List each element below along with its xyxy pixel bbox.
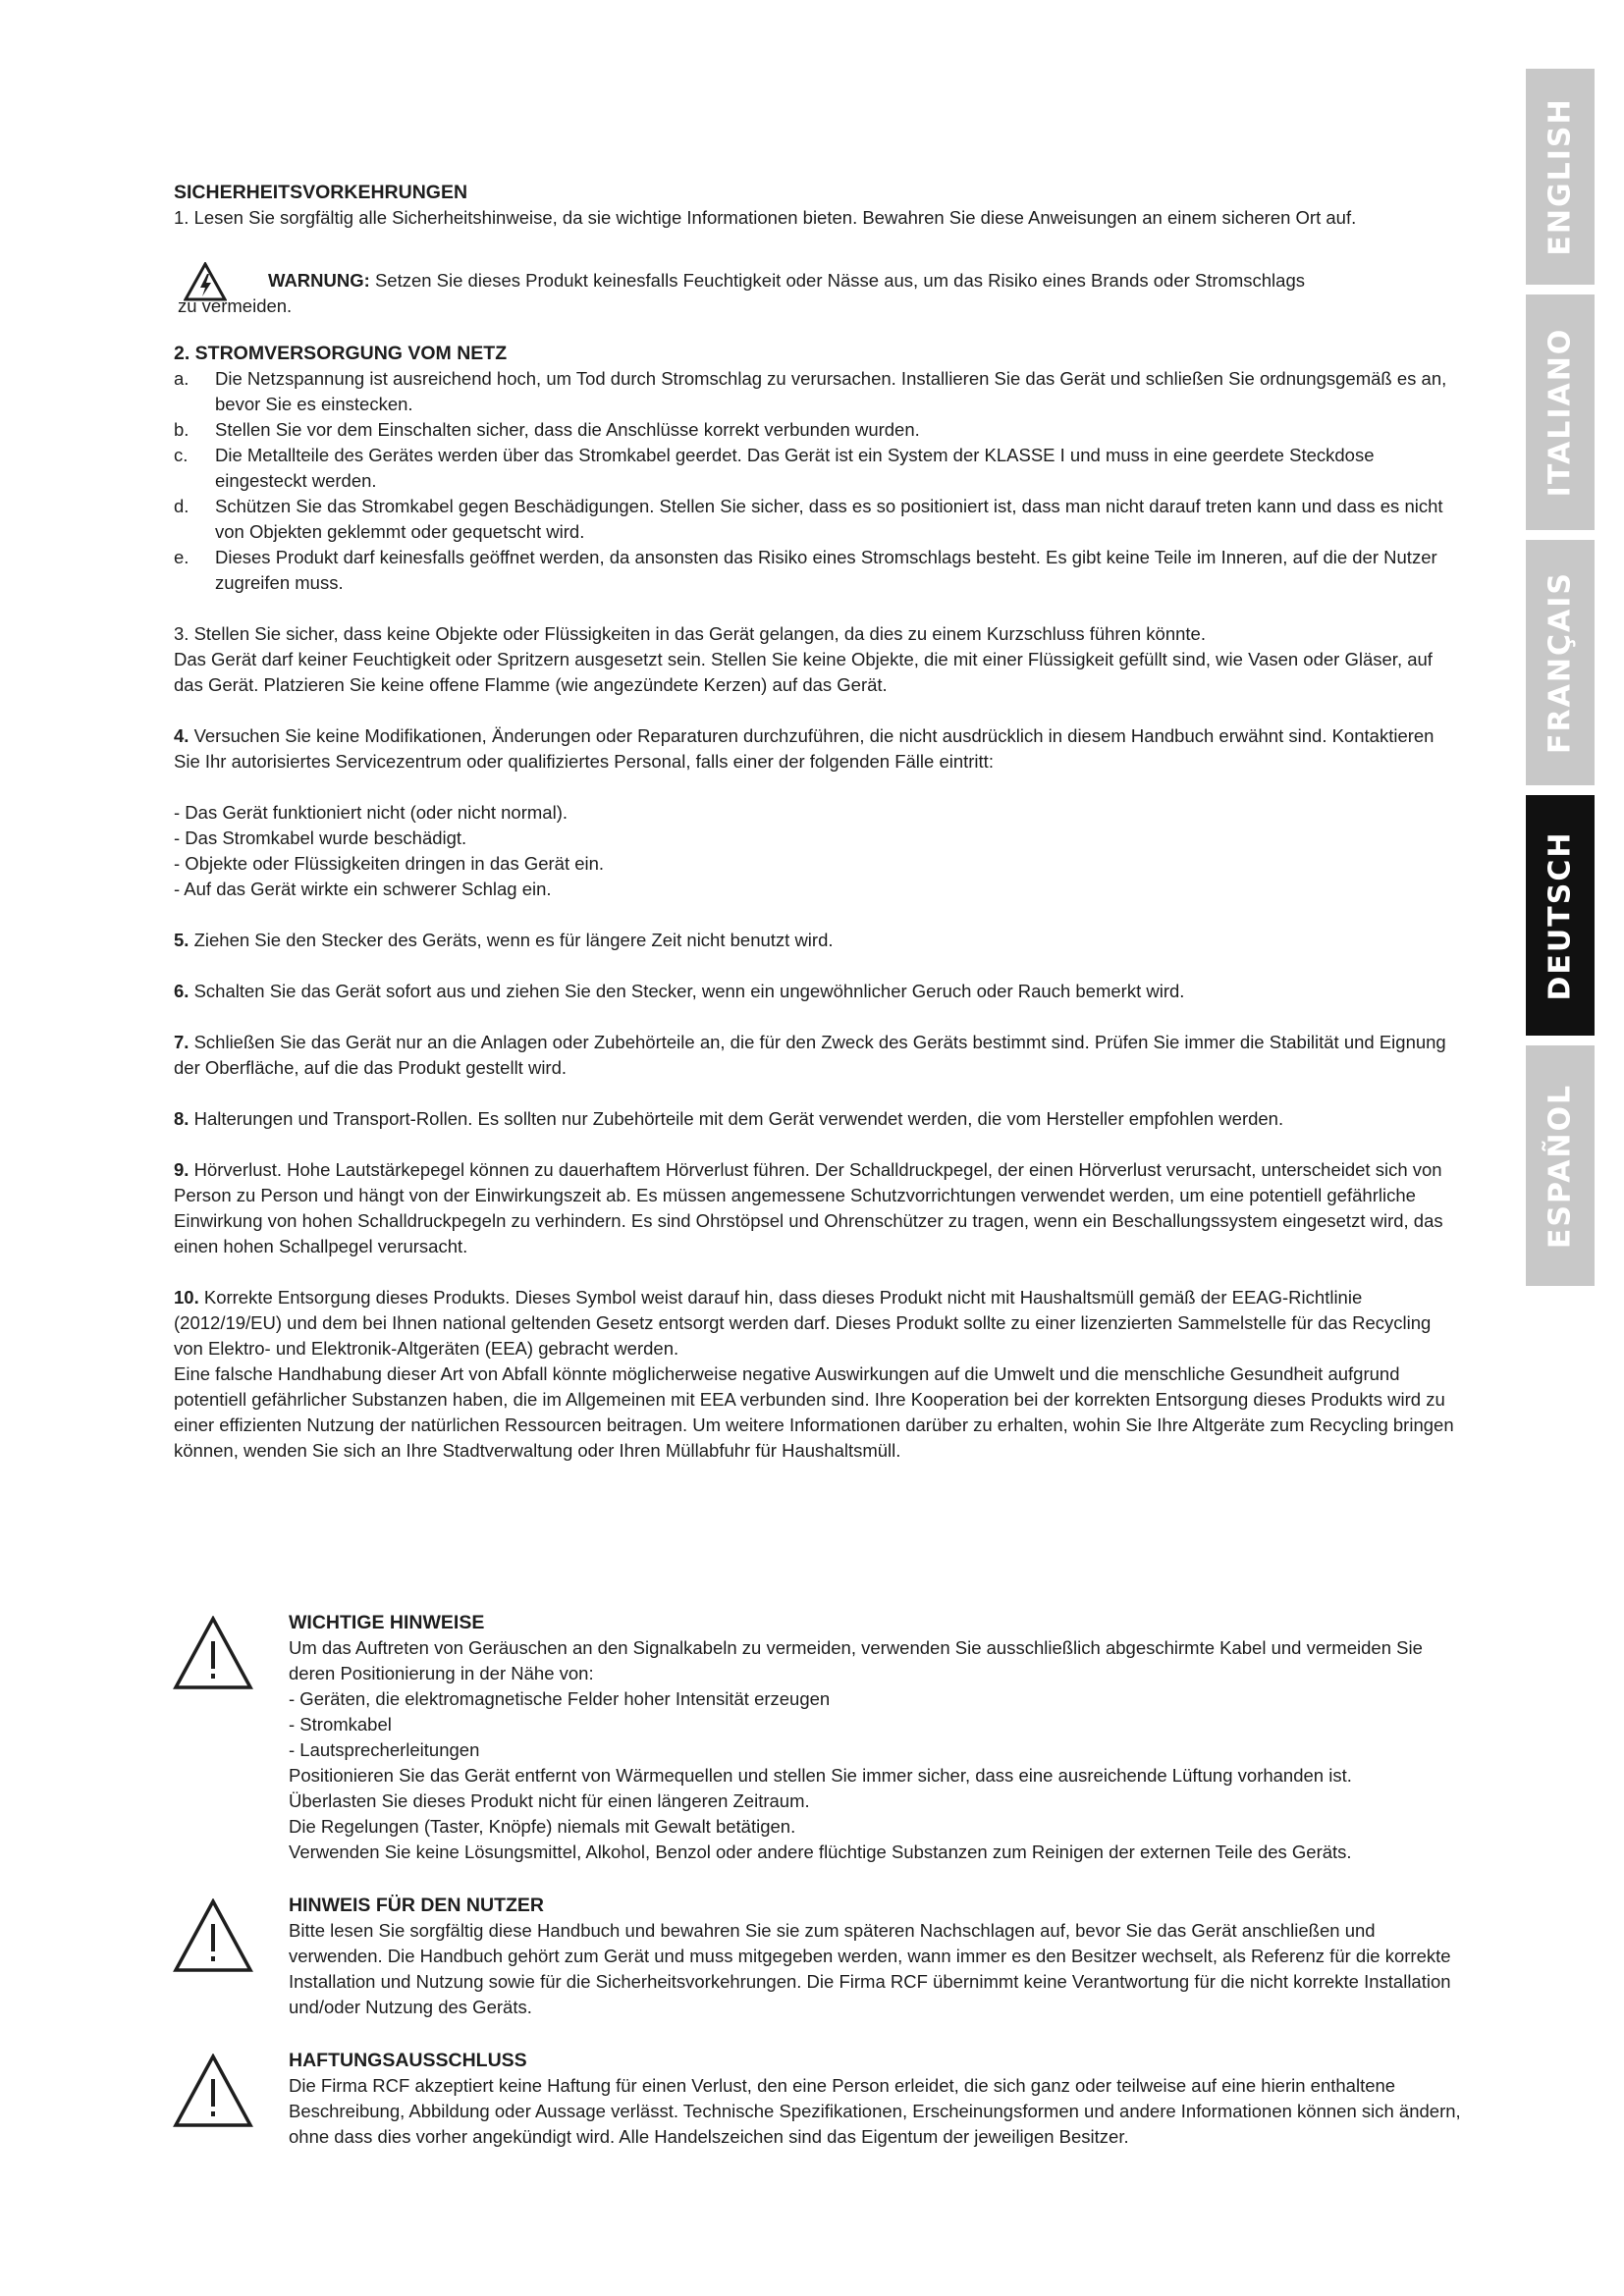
section-title: 2. STROMVERSORGUNG VOM NETZ (174, 343, 508, 364)
tab-deutsch[interactable] (1526, 795, 1595, 1036)
section-title: SICHERHEITSVORKEHRUNGEN (174, 182, 468, 203)
warning-label: WARNUNG: (268, 270, 370, 291)
item-number: 9. (174, 1159, 189, 1180)
tab-label: ITALIANO (1543, 327, 1578, 498)
item-key: d. (174, 496, 189, 516)
item-number: 8. (174, 1108, 189, 1129)
item-key: b. (174, 419, 189, 440)
note-line: Die Firma RCF akzeptiert keine Haftung für einen Verlust, den eine Person erleidet, die sich ganz oder teilweise auf eine hierin enthaltene Beschreibung, Abbildung oder Aussage verlässt. Technische Spezifikationen, Erscheinungsformen und andere Informationen können sich ändern, ohne dass dies vorher angekündigt wird. Alle Handelszeichen sind das Eigentum der jeweiligen Besitzer. (289, 2075, 1461, 2147)
item-text: Die Metallteile des Gerätes werden über das Stromkabel geerdet. Das Gerät ist ein System der KLASSE I und muss in eine geerdete Steckdose eingesteckt werden. (215, 445, 1375, 491)
note-line: - Stromkabel (289, 1714, 392, 1735)
paragraph (174, 1030, 1465, 1081)
warning-triangle-icon (173, 1616, 253, 1690)
paragraph: 1. Lesen Sie sorgfältig alle Sicherheitshinweise, da sie wichtige Informationen bieten. Bewahren Sie diese Anweisungen an einem sicheren Ort auf. (174, 207, 1357, 228)
paragraph (174, 928, 1465, 953)
paragraph (174, 979, 1465, 1004)
language-tabs (1526, 69, 1595, 1296)
note-important (165, 1610, 1471, 1865)
item-text: Dieses Produkt darf keinesfalls geöffnet werden, da ansonsten das Risiko eines Stromschlags besteht. Es gibt keine Teile im Inneren, auf die der Nutzer zugreifen muss. (215, 547, 1437, 593)
note-line: Die Regelungen (Taster, Knöpfe) niemals mit Gewalt betätigen. (289, 1816, 796, 1837)
tab-label: ESPAÑOL (1543, 1083, 1578, 1249)
list-item (174, 545, 1465, 596)
list-item (174, 417, 1465, 443)
tab-label: FRANÇAIS (1543, 571, 1578, 754)
safety-content (174, 180, 1465, 1464)
note-line: - Lautsprecherleitungen (289, 1739, 480, 1760)
note-line: Verwenden Sie keine Lösungsmittel, Alkohol, Benzol oder andere flüchtige Substanzen zum Reinigen der externen Teile des Geräts. (289, 1842, 1352, 1862)
item-key: a. (174, 368, 189, 389)
warning-block (174, 268, 1465, 319)
item-number: 10. (174, 1287, 199, 1308)
bullet: - Das Gerät funktioniert nicht (oder nicht normal). (174, 802, 568, 823)
tab-francais[interactable] (1526, 540, 1595, 785)
warning-text-cont: zu vermeiden. (178, 295, 293, 316)
list-item (174, 494, 1465, 545)
paragraph (174, 1285, 1465, 1362)
item-text: Korrekte Entsorgung dieses Produkts. Dieses Symbol weist darauf hin, dass dieses Produkt nicht mit Haushaltsmüll gemäß der EEAG-Richtlinie (2012/19/EU) und dem bei Ihnen national geltenden Gesetz entsorgt werden darf. Dieses Produkt sollte zu einer lizenzierten Sammelstelle für das Recycling von Elektro- und Elektronik-Altgeräten (EEA) gebracht werden. (174, 1287, 1432, 1359)
notes-section (165, 1610, 1471, 2177)
electric-warning-icon (184, 262, 227, 301)
item-text: Versuchen Sie keine Modifikationen, Änderungen oder Reparaturen durchzuführen, die nicht ausdrücklich in diesem Handbuch erwähnt sind. Kontaktieren Sie Ihr autorisiertes Servicezentrum oder qualifiziertes Personal, falls einer der folgenden Fälle eintritt: (174, 725, 1435, 772)
note-line: Positionieren Sie das Gerät entfernt von Wärmequellen und stellen Sie immer sicher, dass eine ausreichende Lüftung vorhanden ist. (289, 1765, 1352, 1786)
tab-label: DEUTSCH (1543, 830, 1578, 1000)
note-user (165, 1893, 1471, 2020)
item-text: Hörverlust. Hohe Lautstärkepegel können zu dauerhaftem Hörverlust führen. Der Schalldruckpegel, der einen Hörverlust verursacht, unterscheidet sich von Person zu Person und hängt von der Einwirkungszeit ab. Es müssen angemessene Schutzvorrichtungen verwendet werden, um eine potentiell gefährliche Einwirkung von hohen Schalldruckpegeln zu verhindern. Es sind Ohrstöpsel und Ohrenschützer zu tragen, wenn ein Beschallungssystem eingesetzt wird, das einen hohen Schallpegel verursacht. (174, 1159, 1443, 1256)
item-text: Die Netzspannung ist ausreichend hoch, um Tod durch Stromschlag zu verursachen. Installieren Sie das Gerät und schließen Sie ordnungsgemäß es an, bevor Sie es einstecken. (215, 368, 1447, 414)
item-text: Schalten Sie das Gerät sofort aus und ziehen Sie den Stecker, wenn ein ungewöhnlicher Geruch oder Rauch bemerkt wird. (193, 981, 1185, 1001)
note-title: WICHTIGE HINWEISE (289, 1612, 485, 1633)
item-key: e. (174, 547, 189, 567)
note-line: - Geräten, die elektromagnetische Felder hoher Intensität erzeugen (289, 1688, 831, 1709)
tab-english[interactable] (1526, 69, 1595, 285)
paragraph (174, 1157, 1465, 1259)
note-disclaimer (165, 2048, 1471, 2150)
paragraph (174, 723, 1465, 774)
list-item (174, 443, 1465, 494)
item-number: 6. (174, 981, 189, 1001)
item-number: 5. (174, 930, 189, 950)
tab-espanol[interactable] (1526, 1045, 1595, 1286)
paragraph: 3. Stellen Sie sicher, dass keine Objekte oder Flüssigkeiten in das Gerät gelangen, da dies zu einem Kurzschluss führen könnte. (174, 623, 1206, 644)
item-text: Schützen Sie das Stromkabel gegen Beschädigungen. Stellen Sie sicher, dass es so positioniert ist, dass man nicht darauf treten kann und dass es nicht von Objekten geklemmt oder gequetscht wird. (215, 496, 1443, 542)
paragraph (174, 1106, 1465, 1132)
bullet: - Auf das Gerät wirkte ein schwerer Schlag ein. (174, 879, 552, 899)
tab-label: ENGLISH (1543, 97, 1578, 256)
note-line: Bitte lesen Sie sorgfältig diese Handbuch und bewahren Sie sie zum späteren Nachschlagen auf, bevor Sie das Gerät anschließen und verwenden. Die Handbuch gehört zum Gerät und muss mitgegeben werden, wann immer es den Besitzer wechselt, als Referenz für die korrekte Installation und Nutzung sowie für die Sicherheitsvorkehrungen. Die Firma RCF übernimmt keine Verantwortung für die nicht korrekte Installation und/oder Nutzung des Geräts. (289, 1920, 1451, 2017)
warning-triangle-icon (173, 2054, 253, 2128)
note-title: HAFTUNGSAUSSCHLUSS (289, 2050, 527, 2071)
paragraph: Das Gerät darf keiner Feuchtigkeit oder Spritzern ausgesetzt sein. Stellen Sie keine Objekte, die mit einer Flüssigkeit gefüllt sind, wie Vasen oder Gläser, auf das Gerät. Platzieren Sie keine offene Flamme (wie angezündete Kerzen) auf das Gerät. (174, 649, 1433, 695)
item-number: 7. (174, 1032, 189, 1052)
note-line: Überlasten Sie dieses Produkt nicht für einen längeren Zeitraum. (289, 1790, 810, 1811)
paragraph: Eine falsche Handhabung dieser Art von Abfall könnte möglicherweise negative Auswirkungen auf die Umwelt und die menschliche Gesundheit aufgrund potentiell gefährlicher Substanzen haben, die im Allgemeinen mit EEA verbunden sind. Ihre Kooperation bei der korrekten Entsorgung dieses Produkts wird zu einer effizienten Nutzung der natürlichen Ressourcen beitragen. Um weitere Informationen darüber zu erhalten, wohin Sie Ihre Altgeräte zum Recycling bringen können, wenden Sie sich an Ihre Stadtverwaltung oder Ihren Müllabfuhr für Haushaltsmüll. (174, 1363, 1454, 1461)
note-title: HINWEIS FÜR DEN NUTZER (289, 1895, 544, 1916)
list-item (174, 366, 1465, 417)
item-text: Schließen Sie das Gerät nur an die Anlagen oder Zubehörteile an, die für den Zweck des Geräts bestimmt sind. Prüfen Sie immer die Stabilität und Eignung der Oberfläche, auf die das Produkt gestellt wird. (174, 1032, 1446, 1078)
warning-triangle-icon (173, 1898, 253, 1973)
item-text: Stellen Sie vor dem Einschalten sicher, dass die Anschlüsse korrekt verbunden wurden. (215, 419, 920, 440)
item-key: c. (174, 445, 189, 465)
warning-text: Setzen Sie dieses Produkt keinesfalls Feuchtigkeit oder Nässe aus, um das Risiko eines Brands oder Stromschlags (374, 270, 1305, 291)
note-line: Um das Auftreten von Geräuschen an den Signalkabeln zu vermeiden, verwenden Sie ausschließlich abgeschirmte Kabel und vermeiden Sie deren Positionierung in der Nähe von: (289, 1637, 1423, 1683)
item-text: Halterungen und Transport-Rollen. Es sollten nur Zubehörteile mit dem Gerät verwendet werden, die vom Hersteller empfohlen werden. (193, 1108, 1284, 1129)
bullet: - Objekte oder Flüssigkeiten dringen in das Gerät ein. (174, 853, 605, 874)
tab-italiano[interactable] (1526, 294, 1595, 530)
item-number: 4. (174, 725, 189, 746)
bullet: - Das Stromkabel wurde beschädigt. (174, 828, 467, 848)
item-text: Ziehen Sie den Stecker des Geräts, wenn es für längere Zeit nicht benutzt wird. (193, 930, 834, 950)
